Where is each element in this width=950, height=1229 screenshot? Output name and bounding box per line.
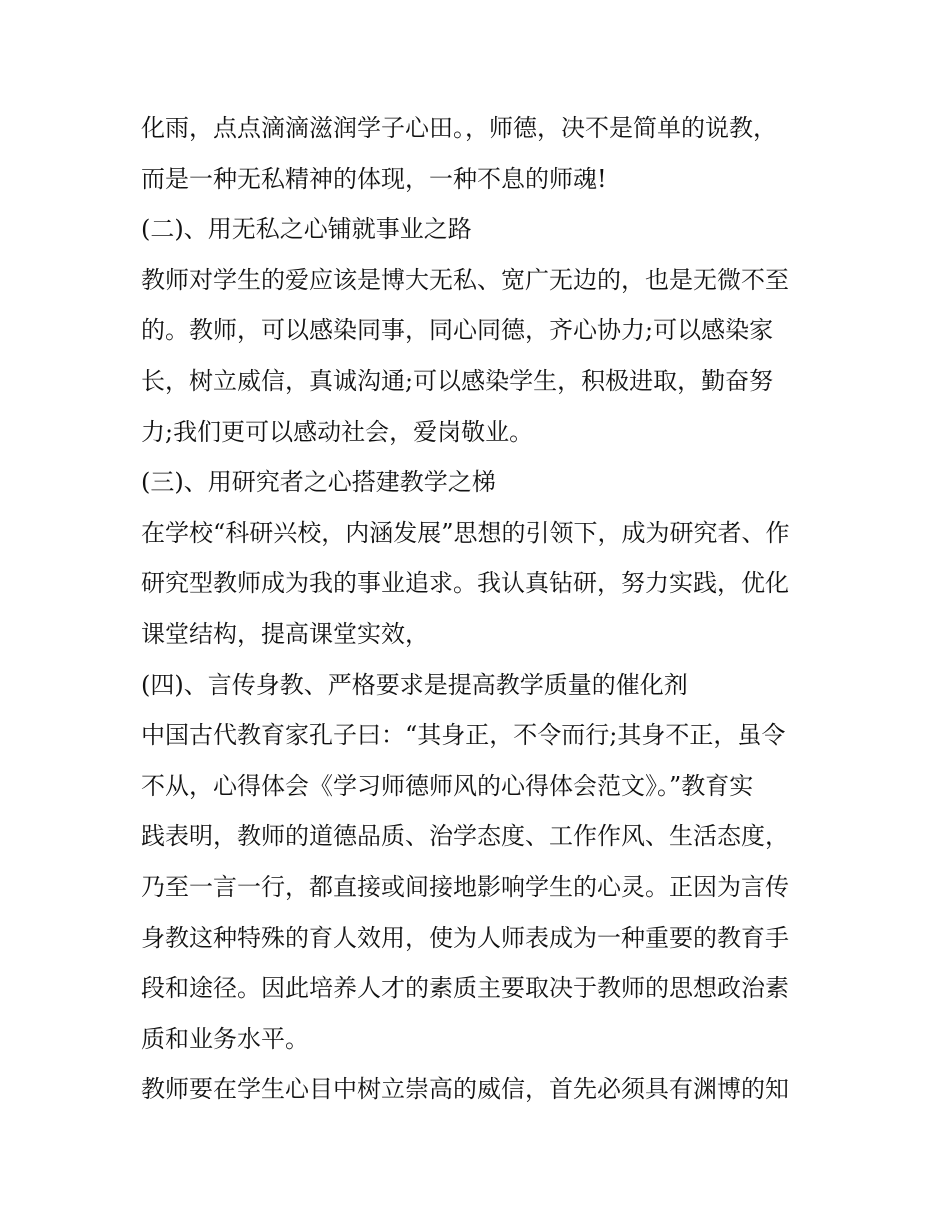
text-line: 课堂结构，提高课堂实效， [141, 619, 429, 648]
text-line: 乃至一言一行，都直接或间接地影响学生的心灵。正因为言传 [141, 872, 789, 901]
section-heading: (二)、用无私之心铺就事业之路 [141, 215, 472, 244]
text-line: 教师要在学生心目中树立崇高的威信，首先必须具有渊博的知 [141, 1075, 789, 1104]
text-line: 力;我们更可以感动社会，爱岗敬业。 [141, 417, 534, 446]
text-line: 研究型教师成为我的事业追求。我认真钻研，努力实践，优化 [141, 569, 789, 598]
text-line: 长，树立威信，真诚沟通;可以感染学生，积极进取，勤奋努 [141, 366, 774, 395]
text-line: 质和业务水平。 [141, 1024, 309, 1053]
text-line: 教师对学生的爱应该是博大无私、宽广无边的，也是无微不至 [141, 265, 789, 294]
text-line: 不从，心得体会《学习师德师风的心得体会范文》。”教育实 [141, 771, 754, 800]
text-line: 身教这种特殊的育人效用，使为人师表成为一种重要的教育手 [141, 923, 789, 952]
section-heading: (三)、用研究者之心搭建教学之梯 [141, 468, 496, 497]
text-line: 在学校“科研兴校，内涵发展”思想的引领下，成为研究者、作 [141, 518, 790, 547]
text-line: 而是一种无私精神的体现，一种不息的师魂! [141, 164, 607, 193]
text-line: 化雨，点点滴滴滋润学子心田。，师德，决不是简单的说教， [141, 114, 777, 142]
text-line: 中国古代教育家孔子曰：“其身正，不令而行;其身不正，虽令 [141, 721, 786, 750]
text-line: 段和途径。因此培养人才的素质主要取决于教师的思想政治素 [141, 974, 789, 1003]
document-body [141, 103, 821, 1115]
text-line: 践表明，教师的道德品质、治学态度、工作作风、生活态度， [141, 822, 789, 851]
text-line: 的。教师，可以感染同事，同心同德，齐心协力;可以感染家 [141, 316, 774, 345]
section-heading: (四)、言传身教、严格要求是提高教学质量的催化剂 [141, 670, 688, 699]
